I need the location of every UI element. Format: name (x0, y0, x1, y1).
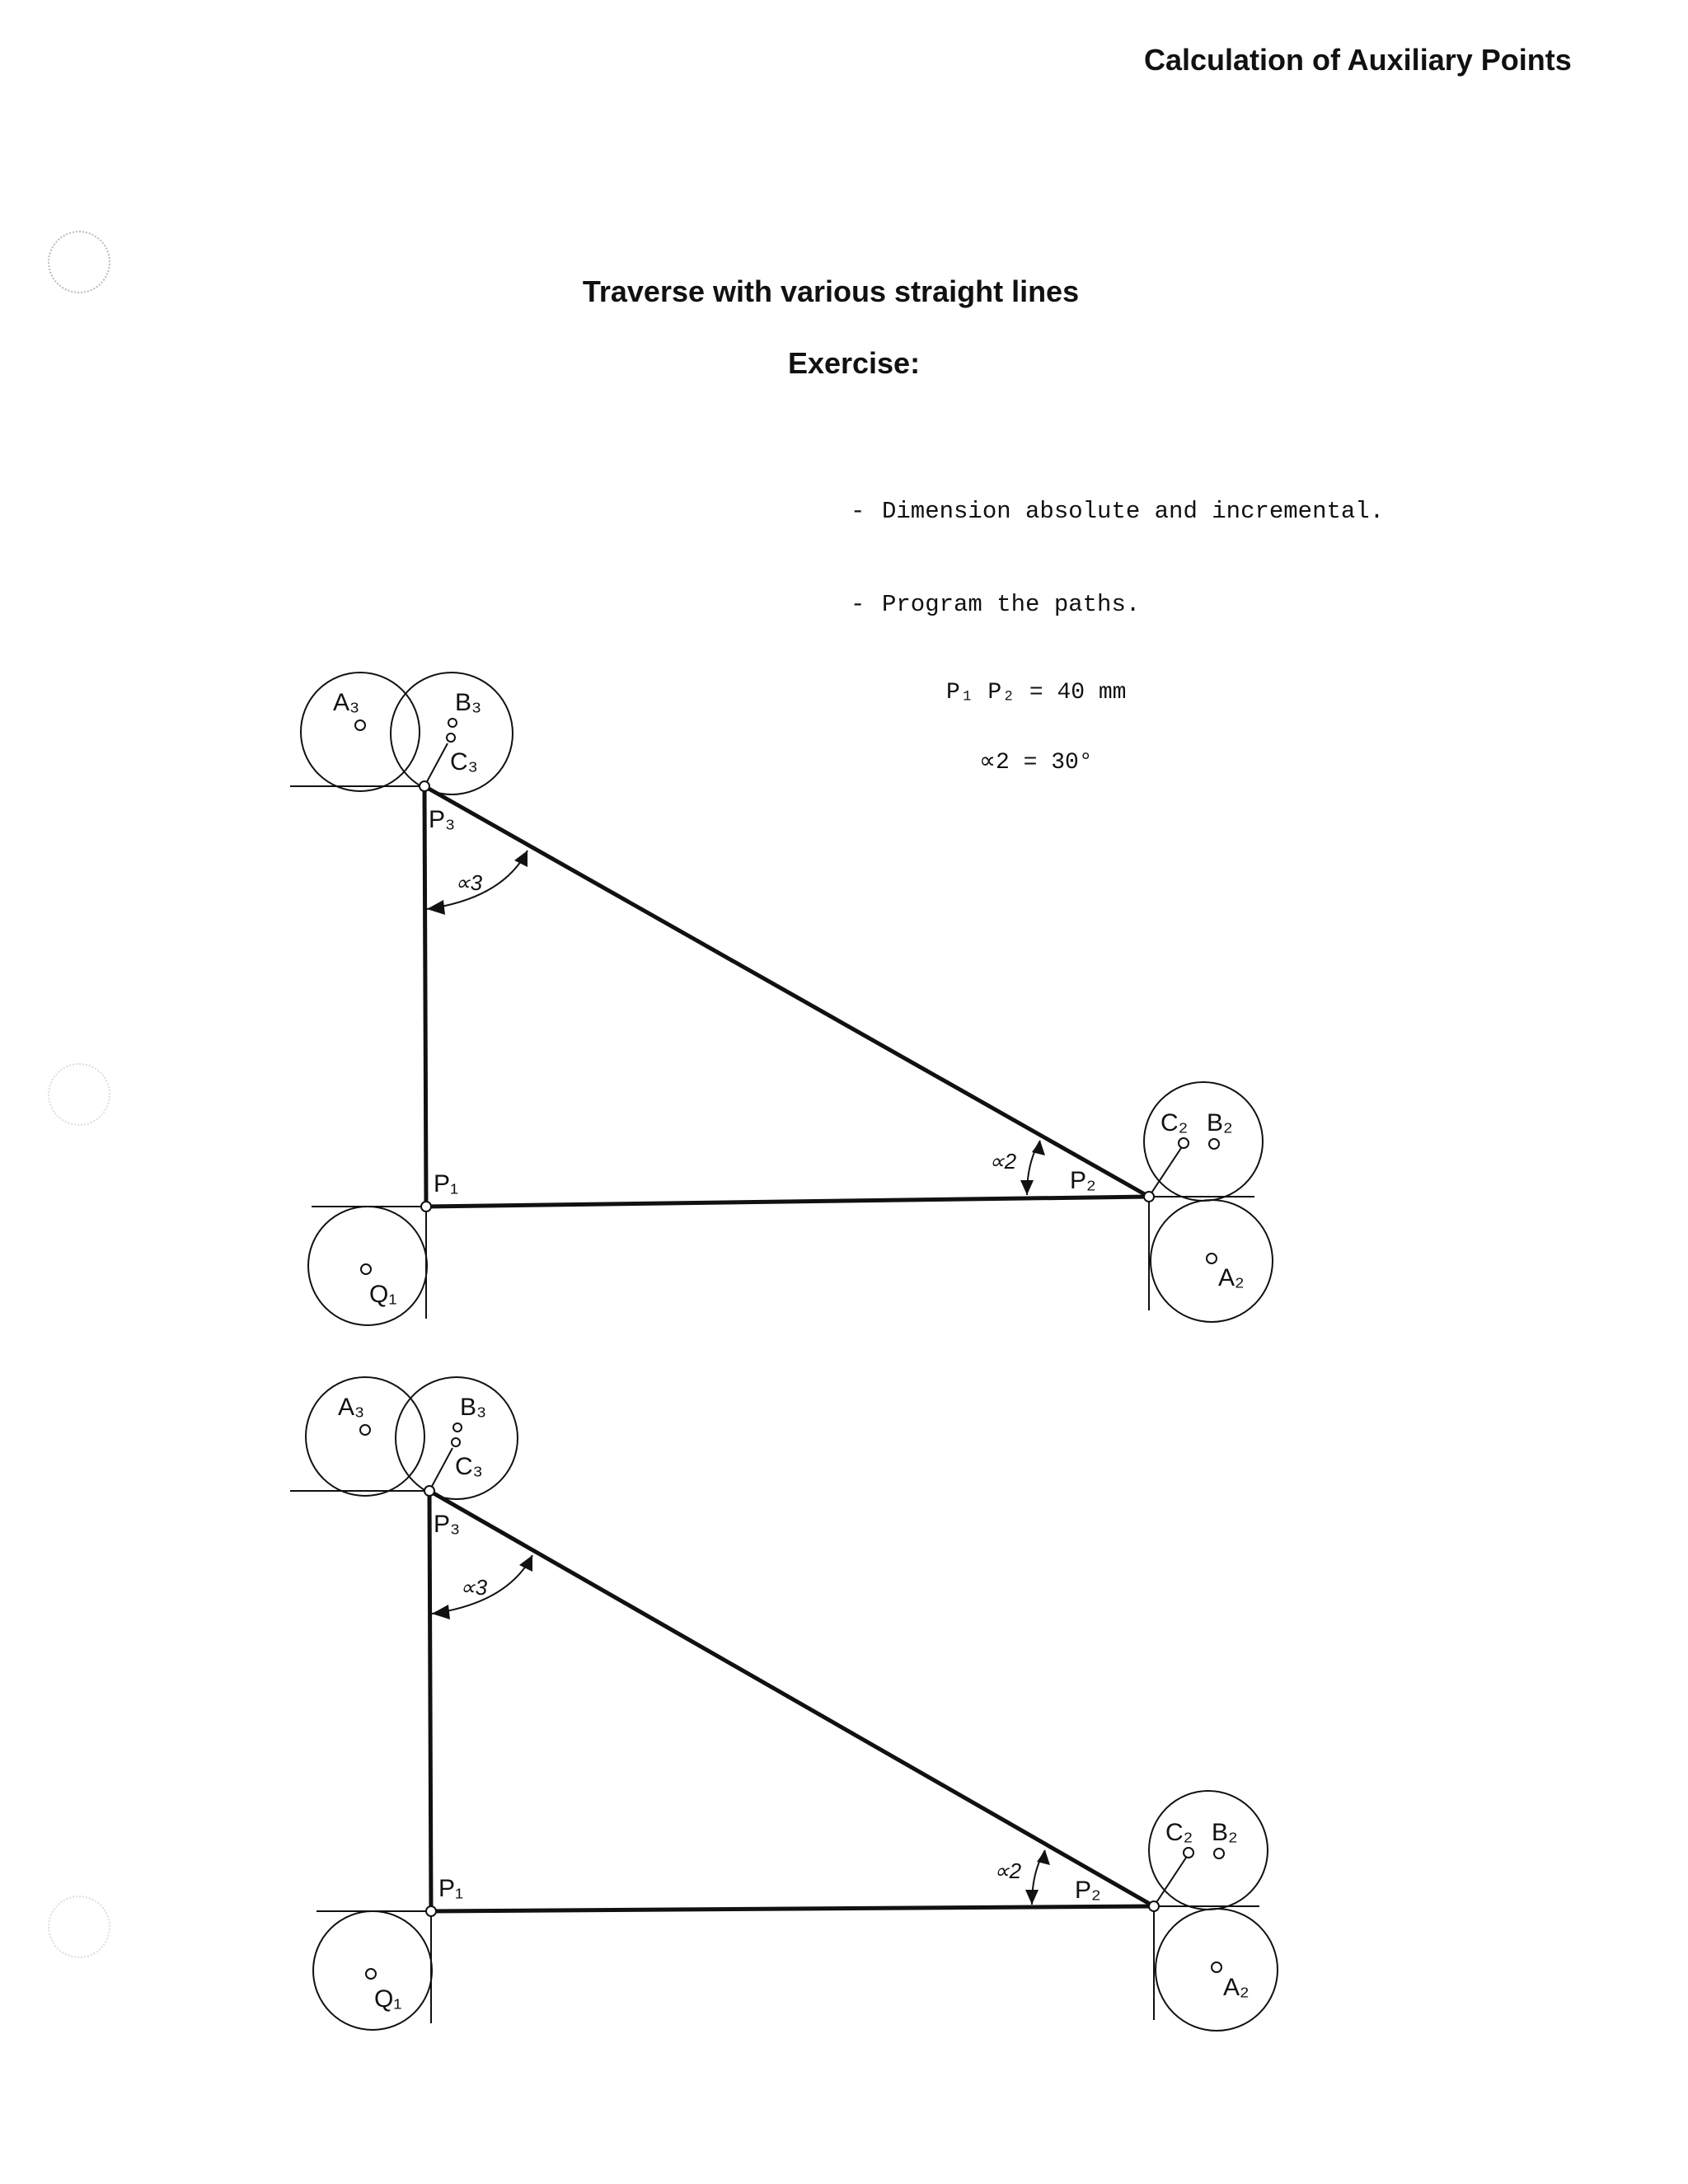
edge-p1-p3 (429, 1491, 431, 1911)
point-p2-marker (1144, 1192, 1154, 1202)
task-dash: - (851, 498, 865, 525)
label-p2: P₂ (1075, 1877, 1101, 1904)
task-text: Dimension absolute and incremental. (882, 498, 1385, 525)
arrowhead (432, 1605, 450, 1619)
label-a2: A₂ (1218, 1264, 1245, 1291)
center-b2 (1214, 1849, 1224, 1858)
label-a2: A₂ (1223, 1974, 1250, 2001)
label-c3: C₃ (450, 748, 478, 776)
label-p1: P₁ (434, 1170, 459, 1197)
point-p2-marker (1149, 1901, 1159, 1911)
tool-circle-a2 (1156, 1909, 1278, 2031)
given-value: 30° (1051, 750, 1093, 776)
punch-hole-mark (48, 1063, 110, 1126)
label-b2: B₂ (1207, 1109, 1233, 1137)
center-a3 (355, 720, 365, 730)
label-p2: P₂ (1070, 1167, 1096, 1194)
point-p3-marker (420, 781, 429, 791)
arrowhead (1020, 1180, 1034, 1195)
label-c2: C₂ (1165, 1819, 1193, 1846)
center-c3 (452, 1438, 460, 1446)
center-a2 (1212, 1962, 1221, 1972)
label-q1: Q₁ (369, 1281, 397, 1308)
arrowhead (1037, 1850, 1050, 1865)
edge-p1-p2 (431, 1906, 1154, 1911)
exercise-subtitle: Exercise: (787, 346, 921, 380)
given-equals: = (1029, 680, 1043, 705)
label-alpha2: ∝2 (989, 1149, 1017, 1174)
task-dash: - (851, 591, 865, 618)
label-p3: P₃ (429, 806, 456, 833)
label-p3: P₃ (434, 1511, 461, 1538)
arrowhead (519, 1555, 532, 1572)
arrowhead (1025, 1890, 1039, 1905)
label-alpha2: ∝2 (994, 1858, 1022, 1883)
task-text: Program the paths. (882, 591, 1141, 618)
tool-circle-q1 (313, 1911, 432, 2030)
punch-hole-mark (48, 231, 110, 293)
arrowhead (427, 900, 445, 915)
label-b3: B₃ (455, 689, 482, 716)
arrowhead (514, 851, 528, 867)
label-a3: A₃ (333, 689, 360, 716)
given-equals: = (1023, 750, 1038, 776)
label-alpha3: ∝3 (460, 1575, 488, 1600)
tool-circle-b2 (1144, 1082, 1263, 1201)
edge-p3-p2 (424, 786, 1149, 1197)
offset-c3 (429, 1448, 452, 1491)
page-header-title: Calculation of Auxiliary Points (1144, 43, 1572, 77)
label-alpha3: ∝3 (455, 870, 483, 895)
angle-arc-alpha2 (1032, 1850, 1045, 1905)
label-q1: Q₁ (374, 1985, 402, 2013)
point-p1-marker (426, 1906, 436, 1916)
tool-circle-b3 (396, 1377, 518, 1499)
center-b2 (1209, 1139, 1219, 1149)
point-p1-marker (421, 1202, 431, 1212)
center-c3 (447, 733, 455, 742)
exercise-title: Traverse with various straight lines (582, 274, 1080, 308)
edge-p3-p2 (429, 1491, 1154, 1906)
label-p1: P₁ (438, 1875, 464, 1902)
center-c2 (1179, 1138, 1189, 1148)
center-b3 (453, 1423, 462, 1432)
tool-circle-a3 (306, 1377, 424, 1496)
offset-c2 (1154, 1855, 1188, 1906)
center-a3 (360, 1425, 370, 1435)
given-value: 40 mm (1057, 680, 1127, 705)
label-c2: C₂ (1160, 1109, 1189, 1137)
label-b2: B₂ (1212, 1819, 1238, 1846)
offset-c3 (424, 743, 448, 786)
label-c3: C₃ (455, 1453, 483, 1480)
label-b3: B₃ (460, 1394, 487, 1421)
punch-hole-mark (48, 1896, 110, 1958)
center-b3 (448, 719, 457, 727)
given-label: P₁ P₂ (946, 680, 1016, 705)
label-a3: A₃ (338, 1394, 365, 1421)
tool-circle-a3 (301, 673, 420, 791)
point-p3-marker (424, 1486, 434, 1496)
given-label: ∝2 (979, 750, 1010, 776)
edge-p1-p3 (424, 786, 426, 1207)
center-a2 (1207, 1254, 1217, 1263)
center-c2 (1184, 1848, 1193, 1858)
tool-circle-b2 (1149, 1791, 1268, 1910)
center-q1 (361, 1264, 371, 1274)
edge-p1-p2 (426, 1197, 1149, 1207)
offset-c2 (1149, 1146, 1183, 1197)
center-q1 (366, 1969, 376, 1979)
angle-arc-alpha3 (432, 1555, 532, 1614)
